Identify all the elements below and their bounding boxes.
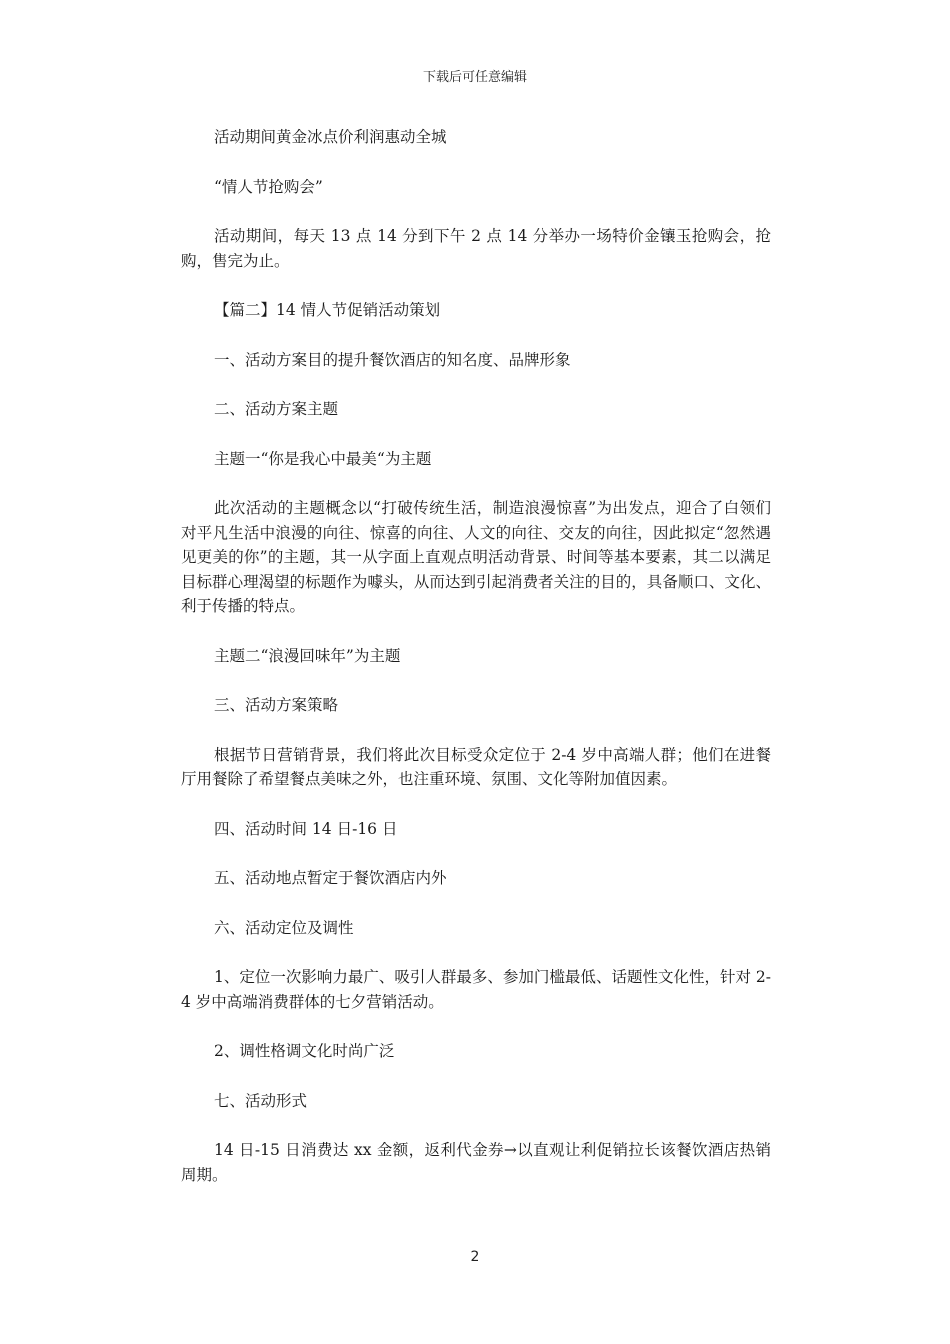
page-number: 2	[470, 1249, 480, 1265]
document-body	[181, 125, 771, 1212]
paragraph: 二、活动方案主题	[214, 400, 339, 418]
paragraph: “情人节抢购会”	[214, 177, 323, 196]
paragraph: 六、活动定位及调性	[214, 918, 354, 937]
page-header: 下载后可任意编辑	[422, 70, 527, 85]
paragraph: 活动期间，每天 13 点 14 分到下午 2 点 14 分举办一场特价金镶玉抢购会，抢购，售完为止。	[181, 227, 771, 270]
paragraph: 2、调性格调文化时尚广泛	[214, 1042, 395, 1060]
paragraph: 此次活动的主题概念以“打破传统生活，制造浪漫惊喜”为出发点，迎合了白领们对平凡生活中浪漫的向往、惊喜的向往、人文的向往、交友的向往，因此拟定“忽然遇见更美的你”的主题，其一从字面上直观点明活动背景、时间等基本要素，其二以满足目标群心理渴望的标题作为噱头，从而达到引起消费者关注的目的，具备顺口、文化、利于传播的特点。	[181, 499, 771, 615]
paragraph: 主题二“浪漫回味年”为主题	[214, 646, 401, 665]
paragraph: 一、活动方案目的提升餐饮酒店的知名度、品牌形象	[214, 350, 571, 369]
paragraph: 主题一“你是我心中最美“为主题	[214, 449, 432, 468]
paragraph: 活动期间黄金冰点价利润惠动全城	[214, 128, 447, 146]
paragraph: 根据节日营销背景，我们将此次目标受众定位于 2-4 岁中高端人群；他们在进餐厅用餐除了希望餐点美味之外，也注重环境、氛围、文化等附加值因素。	[181, 745, 771, 788]
paragraph: 七、活动形式	[214, 1091, 308, 1110]
paragraph: 五、活动地点暂定于餐饮酒店内外	[214, 869, 447, 887]
paragraph: 14 日-15 日消费达 xx 金额，返利代金券→以直观让利促销拉长该餐饮酒店热销周期。	[181, 1141, 771, 1184]
paragraph: 三、活动方案策略	[214, 696, 339, 714]
section-heading: 【篇二】14 情人节促销活动策划	[214, 301, 441, 319]
paragraph: 四、活动时间 14 日-16 日	[214, 819, 398, 838]
paragraph: 1、定位一次影响力最广、吸引人群最多、参加门槛最低、话题性文化性，针对 2-4 岁中高端消费群体的七夕营销活动。	[181, 968, 771, 1011]
